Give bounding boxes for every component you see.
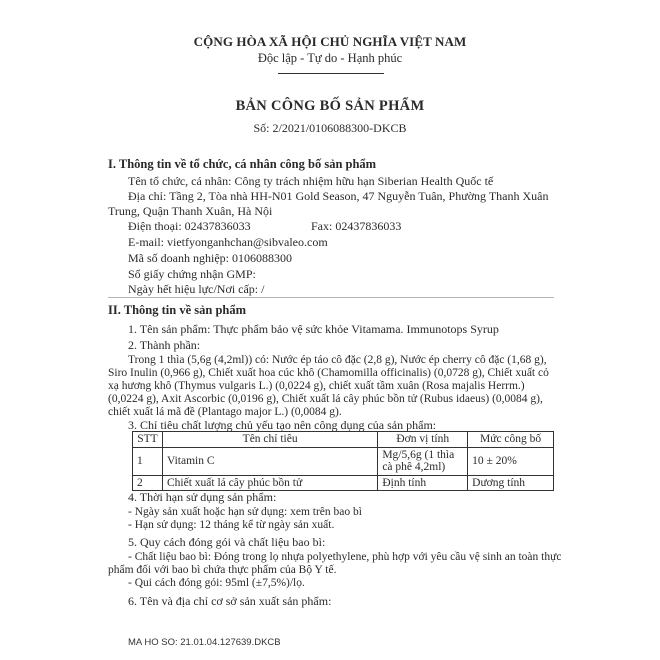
composition-line-3: xạ hương khô (Thymus vulgaris L.) (0,0224 g), chiết xuất tầm xuân (Rosa majalis Herrm.) [108, 380, 525, 392]
table-row [133, 447, 554, 475]
table-row [133, 475, 554, 491]
shelf-life-heading: 4. Thời hạn sử dụng sản phẩm: [128, 490, 277, 504]
header-level: Mức công bố [468, 432, 554, 448]
document-title: BẢN CÔNG BỐ SẢN PHẨM [235, 98, 425, 114]
document-number: Số: 2/2021/0106088300-DKCB [253, 121, 407, 135]
manufacturer-heading: 6. Tên và địa chỉ cơ sở sản xuất sản phẩm: [128, 594, 332, 608]
section-divider [108, 297, 554, 298]
row-level: 10 ± 20% [468, 447, 554, 475]
row-level: Dương tính [468, 475, 554, 491]
header-unit: Đơn vị tính [378, 432, 468, 448]
packaging-material-2: phẩm đối với bao bì chứa thực phẩm của Bộ Y tế. [108, 564, 337, 576]
composition-line-4: (0,0224 g), Axit Ascorbic (0,0196 g), Chiết xuất lá cây phúc bồn tử (Rubus idaeus) (0,0084 g), [108, 393, 543, 405]
quality-criteria-table [132, 431, 554, 491]
composition-line-1: Trong 1 thìa (5,6g (4,2ml)) có: Nước ép táo cô đặc (2,8 g), Nước ép cherry cô đặc (1,68 g), [128, 354, 547, 366]
nation-header: CỘNG HÒA XÃ HỘI CHỦ NGHĨA VIỆT NAM [193, 34, 467, 49]
header-stt: STT [133, 432, 163, 448]
composition-line-2: Siro Inulin (0,966 g), Chiết xuất hoa cúc khô (Chamomilla officinalis) (0,0728 g), Chiết xuất cỏ [108, 367, 549, 379]
phone: Điện thoại: 02437836033 [128, 219, 251, 233]
row-criterion: Chiết xuất lá cây phúc bồn tử [162, 475, 377, 491]
email: E-mail: vietfyonganhchan@sibvaleo.com [128, 235, 328, 249]
packaging-size: - Qui cách đóng gói: 95ml (±7,5%)/lọ. [128, 577, 305, 589]
gmp-expiry: Ngày hết hiệu lực/Nơi cấp: / [128, 282, 265, 296]
packaging-heading: 5. Quy cách đóng gói và chất liệu bao bì: [128, 535, 326, 549]
row-stt: 2 [133, 475, 163, 491]
motto: Độc lập - Tự do - Hạnh phúc [257, 51, 403, 65]
packaging-material-1: - Chất liệu bao bì: Đóng trong lọ nhựa polyethylene, phù hợp với yêu cầu vệ sinh an toàn thực [128, 551, 562, 563]
header-criterion: Tên chỉ tiêu [162, 432, 377, 448]
row-unit: Định tính [378, 475, 468, 491]
composition-line-5: chiết xuất lá mã đề (Plantago major L.) (0,0084 g). [108, 406, 342, 418]
composition-heading: 2. Thành phần: [128, 338, 201, 352]
dossier-code: MA HO SO: 21.01.04.127639.DKCB [128, 637, 281, 648]
shelf-life-line-1: - Ngày sản xuất hoặc hạn sử dụng: xem trên bao bì [128, 506, 362, 518]
section-1-heading: I. Thông tin về tổ chức, cá nhân công bố sản phẩm [108, 157, 377, 171]
section-2-heading: II. Thông tin về sản phẩm [108, 303, 247, 317]
address-line-1: Địa chỉ: Tầng 2, Tòa nhà HH-N01 Gold Season, 47 Nguyễn Tuân, Phường Thanh Xuân [128, 189, 549, 203]
tax-code: Mã số doanh nghiệp: 0106088300 [128, 251, 292, 265]
criteria-heading: 3. Chỉ tiêu chất lượng chủ yếu tạo nên công dụng của sản phẩm: [128, 418, 437, 432]
address-line-2: Trung, Quận Thanh Xuân, Hà Nội [108, 204, 273, 218]
shelf-life-line-2: - Hạn sử dụng: 12 tháng kể từ ngày sản xuất. [128, 519, 335, 531]
fax: Fax: 02437836033 [311, 219, 402, 233]
row-unit: Mg/5,6g (1 thìa cà phê 4,2ml) [378, 447, 468, 475]
row-criterion: Vitamin C [162, 447, 377, 475]
row-stt: 1 [133, 447, 163, 475]
product-name: 1. Tên sản phẩm: Thực phẩm bảo vệ sức khỏe Vitamama. Immunotops Syrup [128, 322, 499, 336]
org-name: Tên tổ chức, cá nhân: Công ty trách nhiệm hữu hạn Siberian Health Quốc tế [128, 174, 494, 188]
table-header-row [133, 432, 554, 448]
gmp-number: Số giấy chứng nhận GMP: [128, 267, 256, 281]
motto-underline [278, 73, 384, 74]
